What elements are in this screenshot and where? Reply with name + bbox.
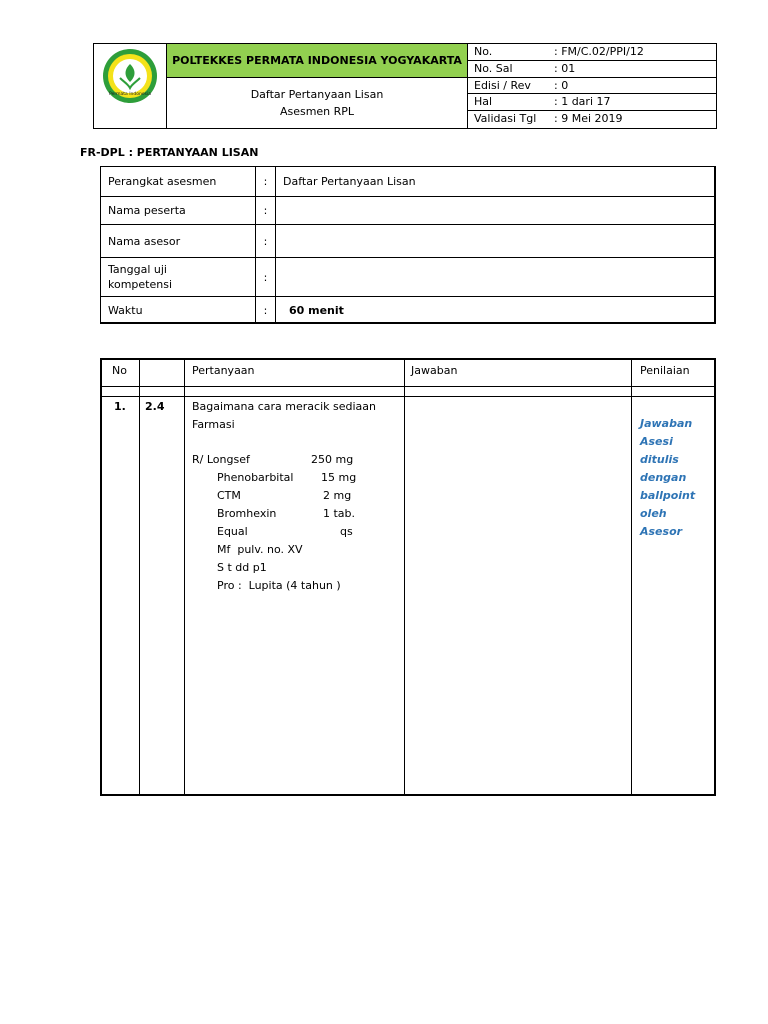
meta-label: Validasi Tgl [474, 112, 537, 126]
question-table [100, 358, 716, 796]
rx-qty: 2 mg [323, 489, 352, 502]
assessment-note-line: dengan [640, 471, 687, 484]
meta-label: Edisi / Rev [474, 78, 531, 92]
assessment-note-line: Asesor [640, 525, 683, 538]
meta-row-no-sal [468, 61, 716, 78]
institution-logo [94, 44, 167, 128]
header-answer: Jawaban [411, 364, 458, 377]
info-separator: : [256, 297, 276, 323]
rx-name: Mf pulv. no. XV [217, 543, 303, 556]
row-sub-number: 2.4 [145, 400, 165, 413]
rx-qty: qs [340, 525, 353, 538]
assessment-note-line: Jawaban [640, 417, 693, 430]
meta-label: No. [474, 45, 493, 58]
assessment-note-line: Asesi [640, 435, 673, 448]
rx-name: R/ Longsef [192, 453, 250, 466]
header-divider [102, 386, 714, 387]
meta-value: : 01 [554, 61, 576, 75]
rx-name: CTM [217, 489, 241, 502]
rx-name: Bromhexin [217, 507, 277, 520]
document-title-line2: Asesmen RPL [279, 105, 355, 118]
info-value: 60 menit [289, 303, 344, 317]
column-divider [631, 360, 632, 794]
institution-name: POLTEKKES PERMATA INDONESIA YOGYAKARTA [167, 44, 468, 78]
meta-value: : 0 [554, 78, 569, 92]
info-row-perangkat [101, 167, 714, 197]
tanggal-uji-field[interactable] [276, 258, 714, 296]
info-separator: : [256, 197, 276, 224]
assessment-note [640, 415, 706, 541]
header-assessment: Penilaian [640, 364, 690, 377]
header-question: Pertanyaan [192, 364, 255, 377]
assessment-note-line: ditulis [640, 453, 679, 466]
assessment-note-line: ballpoint [640, 489, 696, 502]
info-row-nama-peserta [101, 197, 714, 225]
info-row-nama-asesor [101, 225, 714, 258]
nama-asesor-field[interactable] [276, 225, 714, 257]
logo-caption: Permata Indonesia [109, 92, 151, 97]
rx-name: Pro : Lupita (4 tahun ) [217, 579, 341, 592]
rx-qty: 1 tab. [323, 507, 356, 520]
rx-qty: 250 mg [311, 453, 354, 466]
info-separator: : [256, 258, 276, 296]
document-title-line1: Daftar Pertanyaan Lisan [250, 88, 384, 101]
nama-peserta-field[interactable] [276, 197, 714, 224]
meta-value: : FM/C.02/PPI/12 [554, 45, 644, 58]
info-label: Nama asesor [101, 225, 256, 257]
question-text-line2: Farmasi [192, 418, 235, 431]
assessment-note-line: oleh [640, 507, 667, 520]
document-header [93, 43, 717, 129]
info-label [101, 258, 256, 296]
info-label-line1: Tanggal uji [108, 263, 167, 276]
meta-row-hal [468, 94, 716, 111]
column-divider [184, 360, 185, 794]
rx-name: Equal [217, 525, 248, 538]
meta-label: No. Sal [474, 61, 513, 75]
meta-value: : 1 dari 17 [554, 95, 611, 109]
meta-row-edisi [468, 78, 716, 95]
meta-row-no [468, 44, 716, 61]
info-label: Nama peserta [101, 197, 256, 224]
answer-cell[interactable] [405, 397, 630, 794]
info-row-tanggal [101, 258, 714, 297]
info-label: Waktu [101, 297, 256, 323]
info-row-waktu [101, 297, 714, 323]
meta-row-validasi [468, 111, 716, 128]
info-separator: : [256, 167, 276, 196]
info-label-line2: kompetensi [108, 278, 173, 291]
logo-cell [94, 44, 167, 128]
info-label: Perangkat asesmen [101, 167, 256, 196]
assessment-info-table [100, 166, 716, 324]
document-title [167, 78, 468, 128]
row-number: 1. [114, 400, 126, 413]
meta-label: Hal [474, 95, 493, 109]
column-divider [139, 360, 140, 794]
rx-name: Phenobarbital [217, 471, 294, 484]
info-separator: : [256, 225, 276, 257]
rx-qty: 15 mg [321, 471, 357, 484]
info-value: Daftar Pertanyaan Lisan [283, 175, 416, 188]
meta-value: : 9 Mei 2019 [554, 112, 623, 126]
rx-name: S t dd p1 [217, 561, 267, 574]
section-label: FR-DPL : PERTANYAAN LISAN [80, 146, 259, 159]
question-text-line1: Bagaimana cara meracik sediaan [192, 400, 376, 413]
header-no: No [112, 364, 127, 377]
